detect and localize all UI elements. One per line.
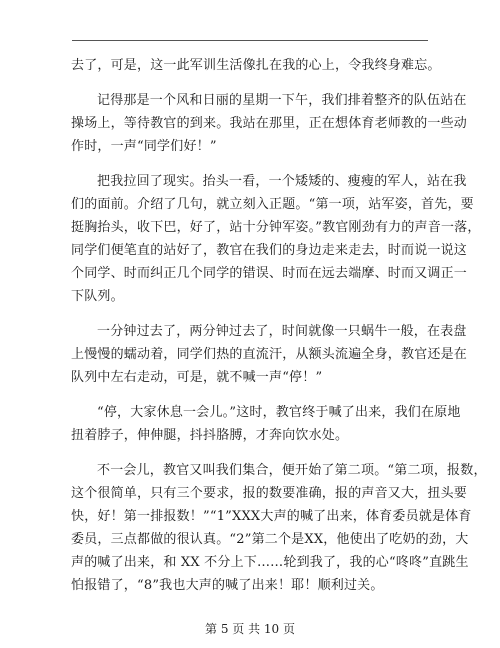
paragraph-line: 扭着脖子，伸伸腿，抖抖胳膊，才奔向饮水处。 [71, 428, 349, 443]
paragraph-line: 怕报错了，“8”我也大声的喊了出来！耶！顺利过关。 [71, 578, 384, 593]
paragraph-line: 作时，一声“同学们好！” [71, 139, 217, 154]
paragraph-line: 去了，可是，这一此军训生活像扎在我的心上，令我终身难忘。 [71, 58, 441, 73]
paragraph-line: “停，大家休息一会儿。”这时，教官终于喊了出来，我们在原地 [97, 405, 461, 420]
header-rule [72, 40, 428, 41]
paragraph-line: 这个很简单，只有三个要求，报的数要准确，报的声音又大，扭头要 [71, 486, 468, 501]
paragraph-line: 们的面前。介绍了几句，就立刻入正题。“第一项，站军姿，首先，要 [71, 197, 474, 212]
paragraph-line: 操场上，等待教官的到来。我站在那里，正在想体育老师教的一些动 [71, 116, 468, 131]
paragraph-line: 不一会儿，教官又叫我们集合，便开始了第二项。“第二项，报数， [97, 463, 487, 478]
paragraph-line: 委员，三点都做的很认真。“2”第二个是XX，他使出了吃奶的劲，大 [71, 532, 469, 547]
paragraph-line: 快，好！第一排报数！”“1”XXX大声的喊了出来，体育委员就是体育 [71, 509, 472, 524]
page-number-footer: 第 5 页 共 10 页 [205, 622, 295, 636]
paragraph-line: 记得那是一个风和日丽的星期一下午，我们排着整齐的队伍站在 [97, 93, 467, 108]
paragraph-line: 上慢慢的蠕动着，同学们热的直流汗，从额头流遍全身，教官还是在 [71, 347, 468, 362]
paragraph-line: 同学们便笔直的站好了，教官在我们的身边走来走去，时而说一说这 [71, 243, 468, 258]
paragraph-line: 挺胸抬头，收下巴，好了，站十分钟军姿。”教官刚劲有力的声音一落， [71, 220, 481, 235]
paragraph-line: 个同学、时而纠正几个同学的错误、时而在远去端摩、时而又调正一 [71, 266, 468, 281]
paragraph-line: 声的喊了出来，和 XX 不分上下……轮到我了，我的心“咚咚”直跳生 [71, 555, 469, 570]
paragraph-line: 下队列。 [71, 289, 124, 304]
paragraph-line: 把我拉回了现实。抬头一看，一个矮矮的、瘦瘦的军人，站在我 [97, 174, 467, 189]
paragraph-line: 一分钟过去了，两分钟过去了，时间就像一只蜗牛一般，在表盘 [97, 324, 467, 339]
paragraph-line: 队列中左右走动，可是，就不喊一声“停！” [71, 370, 323, 385]
